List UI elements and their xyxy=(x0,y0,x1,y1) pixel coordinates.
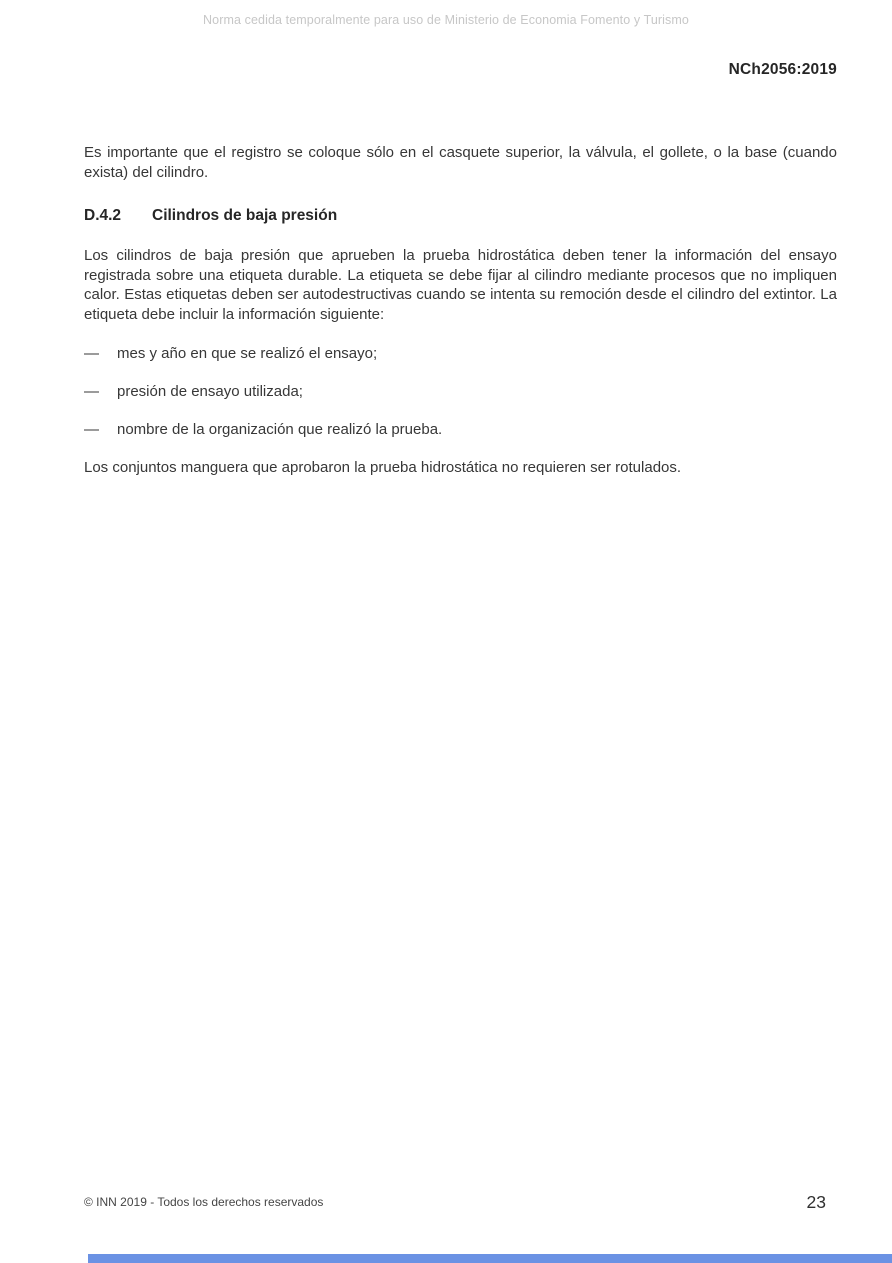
list-item xyxy=(84,344,837,364)
dash-list xyxy=(84,344,837,440)
list-item-text: presión de ensayo utilizada; xyxy=(117,383,303,400)
closing-paragraph: Los conjuntos manguera que aprobaron la prueba hidrostática no requieren ser rotulados. xyxy=(84,459,682,476)
bottom-accent-bar xyxy=(88,1254,892,1263)
dash-marker: — xyxy=(84,421,99,438)
list-item-text: mes y año en que se realizó el ensayo; xyxy=(117,345,378,362)
page-number: 23 xyxy=(806,1192,826,1212)
dash-marker: — xyxy=(84,383,99,400)
section-title: Cilindros de baja presión xyxy=(152,207,338,224)
page-content xyxy=(84,143,837,478)
body-paragraph: Los cilindros de baja presión que aprueben la prueba hidrostática deben tener la información del ensayo registrada sobre una etiqueta durable. La etiqueta se debe fijar al cilindro mediante procesos que no impliquen calor. Estas etiquetas deben ser autodestructivas cuando se intenta su remoción desde el cilindro del extintor. La etiqueta debe incluir la información siguiente: xyxy=(84,247,837,323)
list-item xyxy=(84,382,837,402)
section-number: D.4.2 xyxy=(84,207,122,224)
list-item xyxy=(84,420,837,440)
dash-marker: — xyxy=(84,345,99,362)
watermark-text: Norma cedida temporalmente para uso de Ministerio de Economia Fomento y Turismo xyxy=(203,13,689,27)
footer-copyright: © INN 2019 - Todos los derechos reservados xyxy=(84,1195,324,1209)
list-item-text: nombre de la organización que realizó la prueba. xyxy=(117,421,443,438)
intro-paragraph: Es importante que el registro se coloque sólo en el casquete superior, la válvula, el gollete, o la base (cuando exista) del cilindro. xyxy=(84,144,837,181)
section-heading xyxy=(84,207,837,225)
document-code: NCh2056:2019 xyxy=(728,61,837,78)
